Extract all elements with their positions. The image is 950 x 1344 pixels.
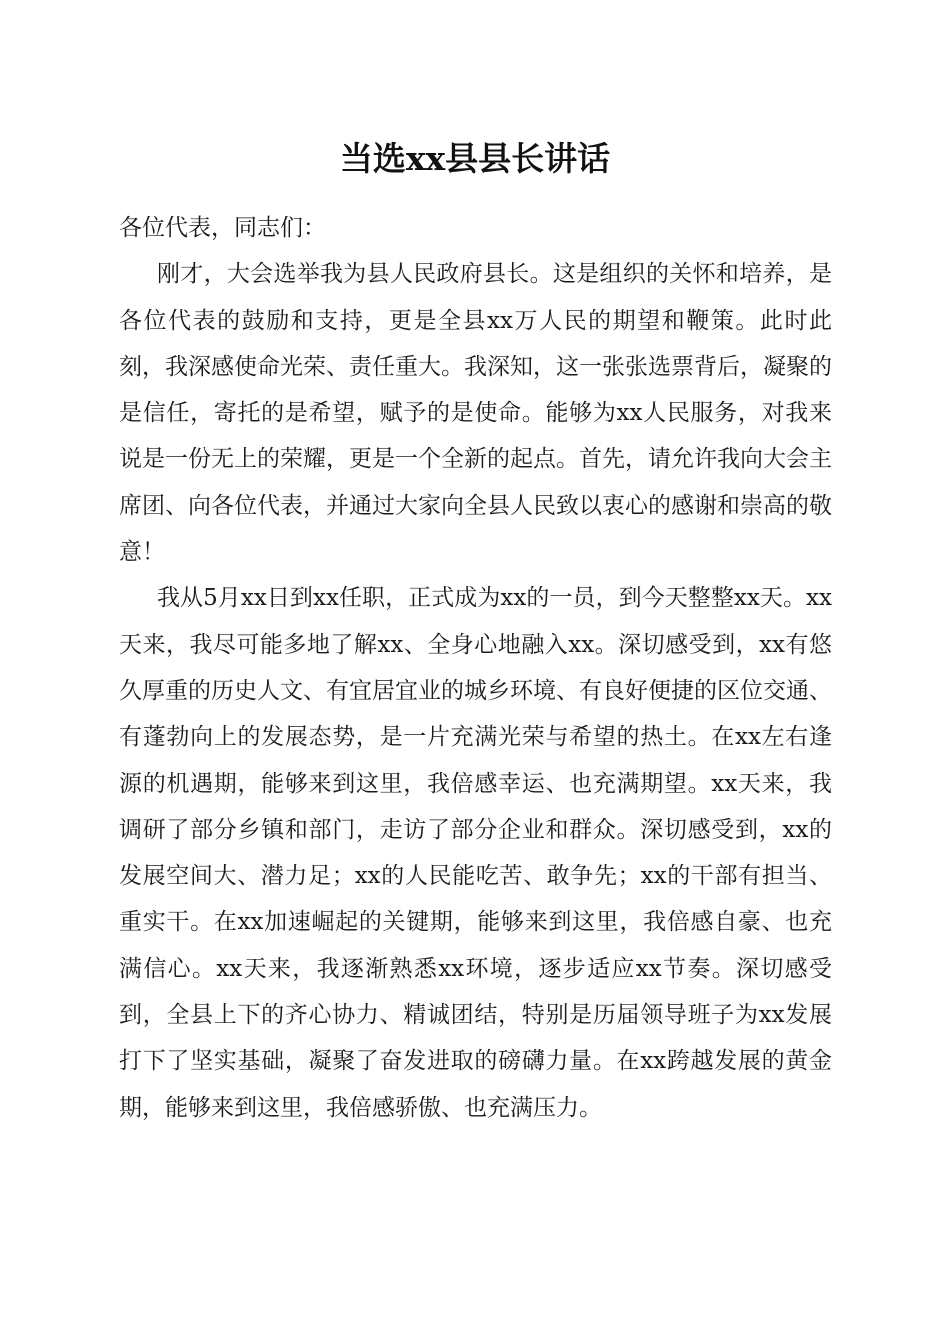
paragraph-1: 刚才，大会选举我为县人民政府县长。这是组织的关怀和培养，是各位代表的鼓励和支持，更是全县xx万人民的期望和鞭策。此时此刻，我深感使命光荣、责任重大。我深知，这一张张选票背后，凝聚的是信任，寄托的是希望，赋予的是使命。能够为xx人民服务，对我来说是一份无上的荣耀，更是一个全新的起点。首先，请允许我向大会主席团、向各位代表，并通过大家向全县人民致以衷心的感谢和崇高的敬意！ — [119, 261, 832, 566]
paragraph-2: 我从5月xx日到xx任职，正式成为xx的一员，到今天整整xx天。xx天来，我尽可能多地了解xx、全身心地融入xx。深切感受到，xx有悠久厚重的历史人文、有宜居宜业的城乡环境、有良好便捷的区位交通、有蓬勃向上的发展态势，是一片充满光荣与希望的热土。在xx左右逢源的机遇期，能够来到这里，我倍感幸运、也充满期望。xx天来，我调研了部分乡镇和部门，走访了部分企业和群众。深切感受到，xx的发展空间大、潜力足；xx的人民能吃苦、敢争先；xx的干部有担当、重实干。在xx加速崛起的关键期，能够来到这里，我倍感自豪、也充满信心。xx天来，我逐渐熟悉xx环境，逐步适应xx节奏。深切感受到，全县上下的齐心协力、精诚团结，特别是历届领导班子为xx发展打下了坚实基础，凝聚了奋发进取的磅礴力量。在xx跨越发展的黄金期，能够来到这里，我倍感骄傲、也充满压力。 — [119, 585, 832, 1121]
salutation: 各位代表，同志们： — [119, 215, 326, 241]
document-body — [119, 205, 832, 1131]
document-title: 当选xx县县长讲话 — [339, 139, 611, 178]
